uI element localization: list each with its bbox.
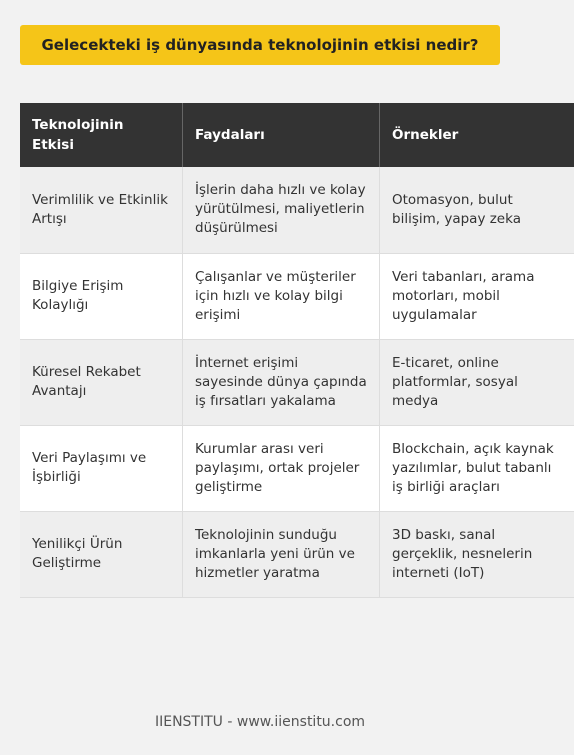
benefits-cell: Kurumlar arası veri paylaşımı, ortak projeler geliştirme	[183, 425, 380, 511]
benefits-cell: İnternet erişimi sayesinde dünya çapında iş fırsatları yakalama	[183, 339, 380, 425]
examples-cell: E-ticaret, online platformlar, sosyal medya	[380, 339, 574, 425]
column-header-impact: Teknolojinin Etkisi	[20, 103, 183, 167]
benefits-cell: Çalışanlar ve müşteriler için hızlı ve kolay bilgi erişimi	[183, 253, 380, 339]
table-row	[20, 253, 574, 339]
table-row	[20, 167, 574, 253]
impact-cell: Veri Paylaşımı ve İşbirliği	[20, 425, 183, 511]
table-row	[20, 339, 574, 425]
column-header-examples: Örnekler	[380, 103, 574, 167]
impact-cell: Bilgiye Erişim Kolaylığı	[20, 253, 183, 339]
table-header-row	[20, 103, 574, 167]
examples-cell: Blockchain, açık kaynak yazılımlar, bulut tabanlı iş birliği araçları	[380, 425, 574, 511]
footer-credit: IIENSTITU - www.iienstitu.com	[154, 714, 366, 730]
examples-cell: 3D baskı, sanal gerçeklik, nesnelerin interneti (IoT)	[380, 511, 574, 597]
examples-cell: Otomasyon, bulut bilişim, yapay zeka	[380, 167, 574, 253]
benefits-cell: İşlerin daha hızlı ve kolay yürütülmesi, maliyetlerin düşürülmesi	[183, 167, 380, 253]
impact-cell: Küresel Rekabet Avantajı	[20, 339, 183, 425]
examples-cell: Veri tabanları, arama motorları, mobil uygulamalar	[380, 253, 574, 339]
benefits-cell: Teknolojinin sunduğu imkanlarla yeni ürün ve hizmetler yaratma	[183, 511, 380, 597]
impact-cell: Verimlilik ve Etkinlik Artışı	[20, 167, 183, 253]
table-row	[20, 511, 574, 597]
table-row	[20, 425, 574, 511]
impact-table	[20, 103, 574, 598]
column-header-benefits: Faydaları	[183, 103, 380, 167]
page-title: Gelecekteki iş dünyasında teknolojinin etkisi nedir?	[20, 25, 500, 65]
impact-cell: Yenilikçi Ürün Geliştirme	[20, 511, 183, 597]
